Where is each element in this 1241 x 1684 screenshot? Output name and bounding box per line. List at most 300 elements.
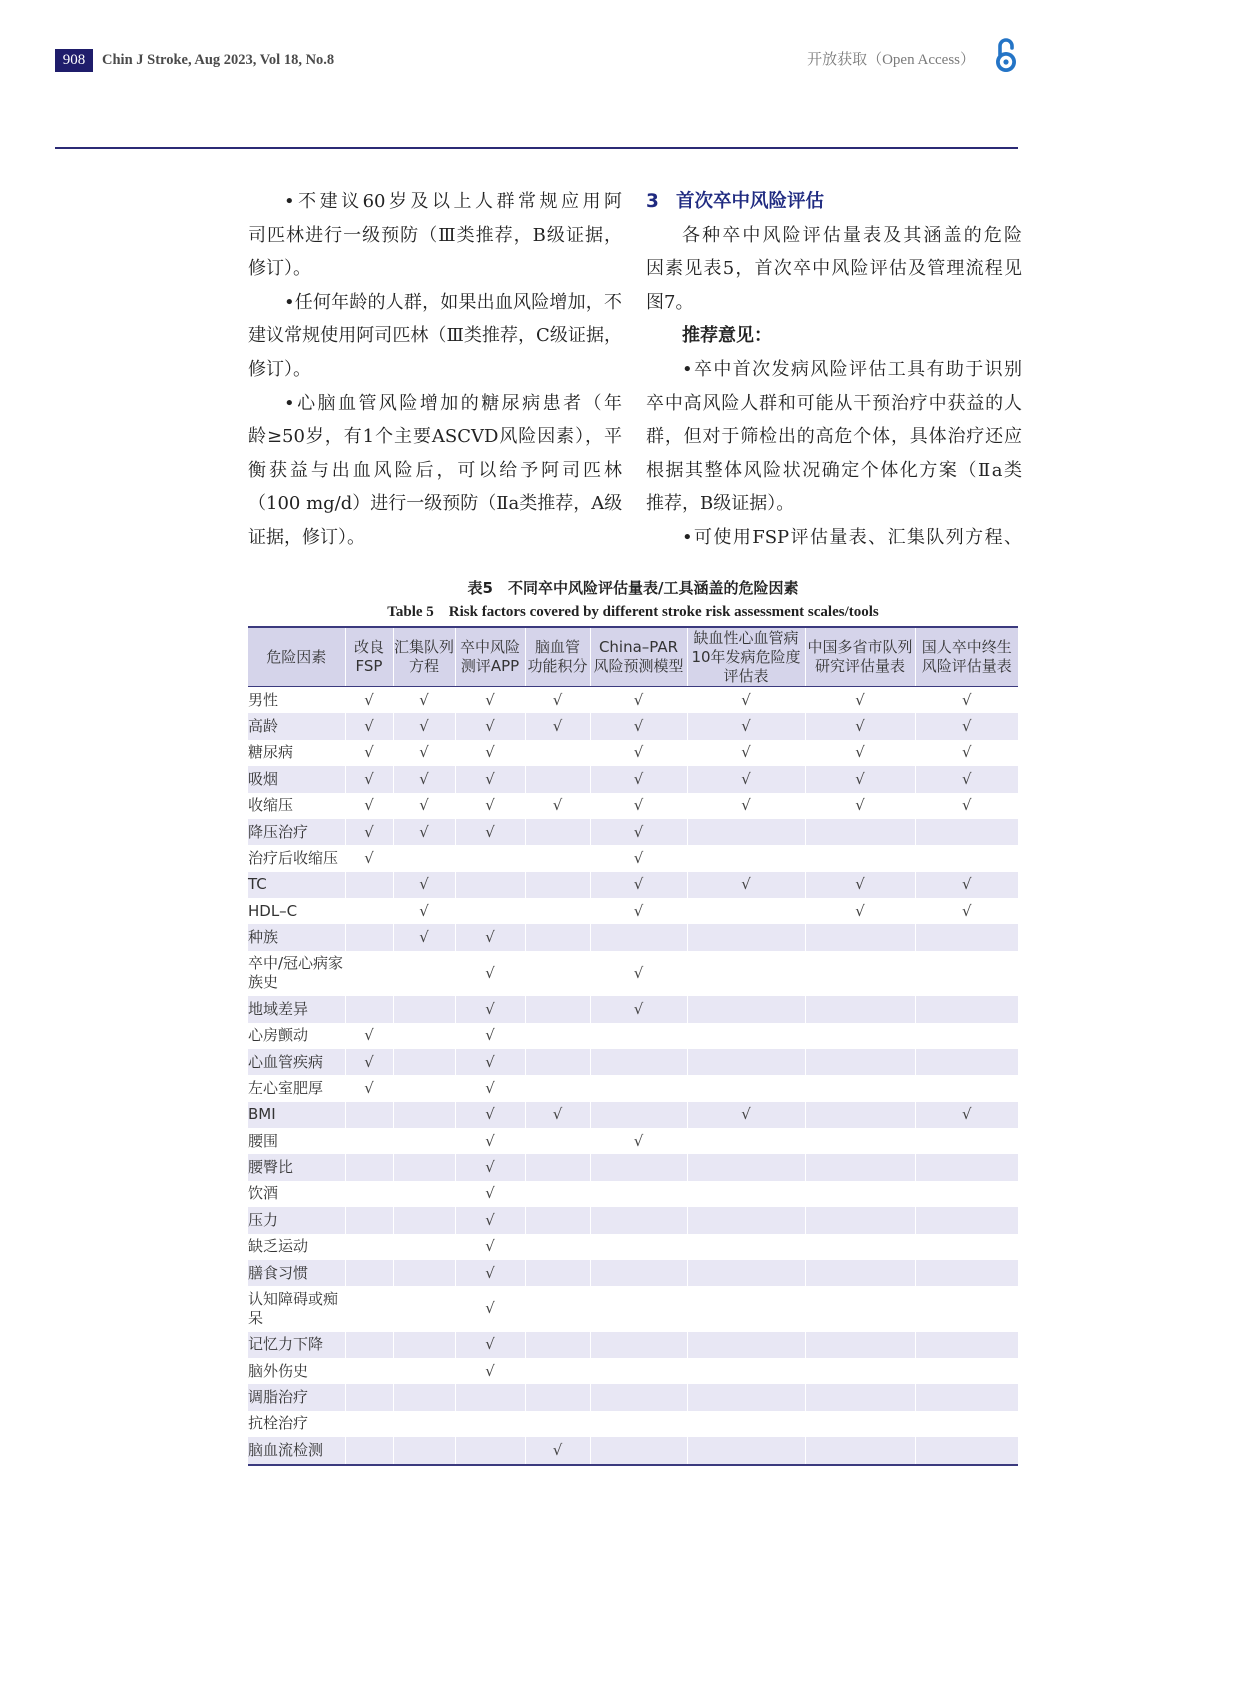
column-header-line: 功能积分 (527, 657, 588, 675)
check-mark-cell: √ (590, 793, 687, 819)
empty-cell (687, 1260, 805, 1286)
text-line: •可使用FSP评估量表、汇集队列方程、 (682, 526, 1022, 548)
empty-cell (345, 1128, 393, 1154)
check-mark-cell: √ (455, 1181, 525, 1207)
empty-cell (525, 766, 590, 792)
risk-factor-cell: 缺乏运动 (248, 1237, 309, 1256)
empty-cell (525, 1411, 590, 1437)
check-mark-cell: √ (915, 1102, 1018, 1128)
check-mark-cell: √ (687, 713, 805, 739)
column-header-tool-5 (590, 627, 687, 687)
empty-cell (525, 1128, 590, 1154)
empty-cell (393, 1260, 455, 1286)
check-mark-cell: √ (455, 1260, 525, 1286)
check-mark-cell: √ (455, 687, 525, 714)
text-line: •心脑血管风险增加的糖尿病患者（年 (284, 392, 622, 414)
table-row (248, 951, 1018, 996)
empty-cell (345, 996, 393, 1022)
empty-cell (525, 740, 590, 766)
check-mark-cell: √ (345, 1049, 393, 1075)
empty-cell (393, 1128, 455, 1154)
empty-cell (805, 1181, 915, 1207)
empty-cell (805, 1411, 915, 1437)
empty-cell (393, 1023, 455, 1049)
empty-cell (455, 1411, 525, 1437)
check-mark-cell: √ (590, 898, 687, 924)
empty-cell (455, 1437, 525, 1464)
empty-cell (687, 1358, 805, 1384)
table-row (248, 845, 1018, 871)
check-mark-cell: √ (345, 687, 393, 714)
check-mark-cell: √ (455, 1154, 525, 1180)
risk-factor-cell: 心房颤动 (248, 1026, 309, 1045)
empty-cell (525, 1049, 590, 1075)
check-mark-cell: √ (525, 687, 590, 714)
risk-factor-cell: TC (248, 872, 345, 898)
empty-cell (805, 1332, 915, 1358)
empty-cell (915, 845, 1018, 871)
table-row (248, 1384, 1018, 1410)
open-access-label: 开放获取（Open Access） (807, 52, 975, 68)
empty-cell (590, 1102, 687, 1128)
empty-cell (345, 1286, 393, 1331)
empty-cell (915, 951, 1018, 996)
header-rule (55, 147, 1018, 149)
column-header-tool-3 (455, 627, 525, 687)
empty-cell (455, 845, 525, 871)
empty-cell (915, 1207, 1018, 1233)
empty-cell (687, 1154, 805, 1180)
check-mark-cell: √ (805, 713, 915, 739)
text-line: （100 mg/d）进行一级预防（Ⅱa类推荐，A级 (248, 493, 623, 515)
empty-cell (345, 872, 393, 898)
empty-cell (393, 1437, 455, 1464)
risk-factor-cell: 地域差异 (248, 996, 345, 1022)
empty-cell (915, 1384, 1018, 1410)
empty-cell (805, 1207, 915, 1233)
empty-cell (393, 1384, 455, 1410)
empty-cell (805, 1023, 915, 1049)
table-row (248, 1260, 1018, 1286)
text-line: 卒中高风险人群和可能从干预治疗中获益的人 (646, 392, 1022, 414)
column-header-line: 方程 (408, 657, 439, 675)
column-header-line: 汇集队列 (393, 638, 454, 656)
column-header-tool-8 (915, 627, 1018, 687)
empty-cell (590, 1049, 687, 1075)
empty-cell (590, 1332, 687, 1358)
column-header-line: 风险评估量表 (921, 657, 1012, 675)
empty-cell (590, 924, 687, 950)
check-mark-cell: √ (590, 819, 687, 845)
column-header-line: 缺血性心血管病 (693, 628, 799, 647)
page-number: 908 (55, 49, 93, 72)
check-mark-cell: √ (687, 793, 805, 819)
empty-cell (590, 1075, 687, 1101)
empty-cell (590, 1260, 687, 1286)
empty-cell (805, 1128, 915, 1154)
empty-cell (455, 1384, 525, 1410)
check-mark-cell: √ (455, 766, 525, 792)
empty-cell (393, 1154, 455, 1180)
risk-factor-cell: 认知障碍或痴呆 (248, 1289, 339, 1327)
empty-cell (525, 1075, 590, 1101)
empty-cell (687, 1332, 805, 1358)
text-line: 修订）。 (248, 258, 311, 280)
check-mark-cell: √ (915, 740, 1018, 766)
check-mark-cell: √ (590, 740, 687, 766)
empty-cell (345, 1437, 393, 1464)
empty-cell (345, 951, 393, 996)
empty-cell (805, 924, 915, 950)
check-mark-cell: √ (915, 713, 1018, 739)
paragraph (646, 353, 1022, 521)
table-row (248, 1358, 1018, 1384)
empty-cell (687, 996, 805, 1022)
empty-cell (525, 924, 590, 950)
table-row (248, 793, 1018, 819)
check-mark-cell: √ (455, 1234, 525, 1260)
empty-cell (805, 1358, 915, 1384)
empty-cell (590, 1286, 687, 1331)
check-mark-cell: √ (455, 1049, 525, 1075)
empty-cell (345, 1181, 393, 1207)
column-header-line: China–PAR (598, 638, 679, 656)
check-mark-cell: √ (687, 766, 805, 792)
risk-factor-cell: 卒中/冠心病家族史 (248, 954, 344, 992)
column-header-tool-6 (687, 627, 805, 687)
check-mark-cell: √ (525, 793, 590, 819)
empty-cell (393, 996, 455, 1022)
text-line: 龄≥50岁，有1个主要ASCVD风险因素），平 (248, 426, 622, 448)
text-line: 推荐意见： (682, 325, 772, 347)
section-heading (646, 185, 1022, 219)
empty-cell (345, 1234, 393, 1260)
check-mark-cell: √ (455, 1286, 525, 1331)
empty-cell (915, 1154, 1018, 1180)
empty-cell (590, 1023, 687, 1049)
empty-cell (525, 1181, 590, 1207)
empty-cell (455, 898, 525, 924)
empty-cell (590, 1181, 687, 1207)
risk-factor-cell: 饮酒 (248, 1184, 279, 1203)
empty-cell (525, 872, 590, 898)
check-mark-cell: √ (455, 793, 525, 819)
empty-cell (915, 1411, 1018, 1437)
empty-cell (345, 1358, 393, 1384)
empty-cell (805, 1154, 915, 1180)
text-line: 根据其整体风险状况确定个体化方案（Ⅱa类 (646, 459, 1022, 481)
empty-cell (687, 1075, 805, 1101)
empty-cell (590, 1234, 687, 1260)
column-header-risk-factor (248, 627, 345, 687)
table-header (248, 627, 1018, 687)
column-header-tool-1 (345, 627, 393, 687)
column-header-tool-4 (525, 627, 590, 687)
recommendation-heading (646, 319, 1022, 353)
check-mark-cell: √ (805, 872, 915, 898)
empty-cell (915, 1437, 1018, 1464)
empty-cell (525, 1154, 590, 1180)
check-mark-cell: √ (345, 713, 393, 739)
empty-cell (393, 1332, 455, 1358)
empty-cell (393, 1049, 455, 1075)
column-header-line: 危险因素 (266, 647, 327, 666)
empty-cell (687, 1286, 805, 1331)
empty-cell (687, 1437, 805, 1464)
empty-cell (805, 845, 915, 871)
check-mark-cell: √ (345, 740, 393, 766)
empty-cell (915, 1234, 1018, 1260)
check-mark-cell: √ (590, 951, 687, 996)
check-mark-cell: √ (915, 687, 1018, 714)
text-line: 司匹林进行一级预防（Ⅲ类推荐，B级证据， (248, 224, 622, 246)
empty-cell (805, 951, 915, 996)
risk-factor-cell: 压力 (248, 1207, 345, 1233)
check-mark-cell: √ (915, 898, 1018, 924)
paragraph (646, 219, 1022, 320)
empty-cell (687, 924, 805, 950)
text-line: 群，但对于筛检出的高危个体，具体治疗还应 (646, 426, 1022, 448)
empty-cell (805, 1075, 915, 1101)
check-mark-cell: √ (805, 793, 915, 819)
empty-cell (525, 1260, 590, 1286)
table-row (248, 898, 1018, 924)
text-line: 图7。 (646, 291, 694, 313)
empty-cell (915, 1049, 1018, 1075)
check-mark-cell: √ (525, 713, 590, 739)
empty-cell (393, 1207, 455, 1233)
table-row (248, 996, 1018, 1022)
check-mark-cell: √ (687, 687, 805, 714)
check-mark-cell: √ (455, 951, 525, 996)
empty-cell (687, 898, 805, 924)
empty-cell (915, 996, 1018, 1022)
risk-factor-cell: 记忆力下降 (248, 1332, 345, 1358)
column-header-line: 国人卒中终生 (921, 638, 1012, 656)
check-mark-cell: √ (455, 996, 525, 1022)
column-header-line: 评估表 (723, 666, 769, 685)
left-text-column (248, 185, 622, 555)
check-mark-cell: √ (590, 872, 687, 898)
check-mark-cell: √ (455, 1075, 525, 1101)
check-mark-cell: √ (590, 1128, 687, 1154)
text-line: •卒中首次发病风险评估工具有助于识别 (682, 358, 1022, 380)
empty-cell (590, 1384, 687, 1410)
empty-cell (525, 1207, 590, 1233)
check-mark-cell: √ (455, 1358, 525, 1384)
empty-cell (525, 898, 590, 924)
check-mark-cell: √ (525, 1437, 590, 1464)
paragraph (646, 521, 1022, 555)
check-mark-cell: √ (393, 872, 455, 898)
empty-cell (590, 1411, 687, 1437)
table-row (248, 872, 1018, 898)
text-line: 因素见表5，首次卒中风险评估及管理流程见 (646, 258, 1022, 280)
check-mark-cell: √ (590, 713, 687, 739)
empty-cell (805, 1384, 915, 1410)
check-mark-cell: √ (687, 740, 805, 766)
check-mark-cell: √ (525, 1102, 590, 1128)
table-caption-chinese: 表5 不同卒中风险评估量表/工具涵盖的危险因素 (467, 579, 799, 597)
empty-cell (687, 951, 805, 996)
text-line: 推荐，B级证据）。 (646, 493, 795, 515)
empty-cell (687, 845, 805, 871)
table-row (248, 1181, 1018, 1207)
risk-factor-cell: 脑外伤史 (248, 1361, 309, 1380)
paragraph (248, 185, 622, 286)
table-row (248, 1128, 1018, 1154)
section-number: 3 (646, 191, 659, 212)
check-mark-cell: √ (805, 687, 915, 714)
check-mark-cell: √ (345, 819, 393, 845)
column-header-line: 测评APP (460, 657, 520, 675)
risk-factor-cell: 高龄 (248, 713, 345, 739)
empty-cell (345, 1260, 393, 1286)
empty-cell (687, 1411, 805, 1437)
empty-cell (915, 1128, 1018, 1154)
check-mark-cell: √ (455, 1102, 525, 1128)
check-mark-cell: √ (455, 924, 525, 950)
empty-cell (805, 1286, 915, 1331)
empty-cell (590, 1437, 687, 1464)
empty-cell (915, 1358, 1018, 1384)
empty-cell (805, 1437, 915, 1464)
table-row (248, 1332, 1018, 1358)
risk-factor-cell: 治疗后收缩压 (248, 848, 339, 867)
check-mark-cell: √ (393, 819, 455, 845)
check-mark-cell: √ (455, 819, 525, 845)
text-line: 衡获益与出血风险后，可以给予阿司匹林 (248, 459, 622, 481)
check-mark-cell: √ (345, 766, 393, 792)
empty-cell (393, 1234, 455, 1260)
check-mark-cell: √ (455, 1207, 525, 1233)
empty-cell (590, 1358, 687, 1384)
table-caption-english: Table 5 Risk factors covered by different stroke risk assessment scales/tools (387, 604, 879, 620)
risk-factor-cell: 男性 (248, 690, 279, 709)
check-mark-cell: √ (590, 996, 687, 1022)
empty-cell (393, 1286, 455, 1331)
empty-cell (345, 1154, 393, 1180)
check-mark-cell: √ (590, 766, 687, 792)
risk-factor-cell: 左心室肥厚 (248, 1078, 324, 1097)
right-text-column (646, 185, 1022, 555)
empty-cell (805, 1260, 915, 1286)
column-header-line: 中国多省市队列 (807, 638, 913, 656)
check-mark-cell: √ (393, 793, 455, 819)
empty-cell (525, 1358, 590, 1384)
check-mark-cell: √ (345, 845, 393, 871)
check-mark-cell: √ (455, 1332, 525, 1358)
risk-factor-table (248, 626, 1018, 1466)
check-mark-cell: √ (590, 845, 687, 871)
open-access-icon (993, 37, 1019, 73)
risk-factor-cell: 种族 (248, 924, 345, 950)
table-row (248, 1075, 1018, 1101)
text-line: •任何年龄的人群，如果出血风险增加，不 (284, 291, 622, 313)
empty-cell (915, 1332, 1018, 1358)
empty-cell (915, 819, 1018, 845)
journal-citation: Chin J Stroke, Aug 2023, Vol 18, No.8 (102, 52, 335, 68)
empty-cell (915, 1075, 1018, 1101)
empty-cell (687, 1384, 805, 1410)
empty-cell (345, 1384, 393, 1410)
table-row (248, 819, 1018, 845)
empty-cell (393, 845, 455, 871)
risk-factor-cell: 膳食习惯 (248, 1260, 345, 1286)
empty-cell (345, 1411, 393, 1437)
check-mark-cell: √ (915, 793, 1018, 819)
table-body (248, 687, 1018, 1465)
empty-cell (525, 1384, 590, 1410)
check-mark-cell: √ (915, 872, 1018, 898)
table-row (248, 1286, 1018, 1331)
empty-cell (393, 1102, 455, 1128)
table-row (248, 1102, 1018, 1128)
risk-factor-cell: 腰臀比 (248, 1154, 345, 1180)
table-row (248, 687, 1018, 714)
text-line: 证据，修订）。 (248, 526, 365, 548)
empty-cell (805, 1102, 915, 1128)
check-mark-cell: √ (805, 740, 915, 766)
table-row (248, 1023, 1018, 1049)
text-line: 建议常规使用阿司匹林（Ⅲ类推荐，C级证据， (248, 325, 622, 347)
check-mark-cell: √ (687, 872, 805, 898)
check-mark-cell: √ (455, 1023, 525, 1049)
empty-cell (805, 1234, 915, 1260)
empty-cell (687, 1181, 805, 1207)
empty-cell (805, 1049, 915, 1075)
empty-cell (345, 1207, 393, 1233)
empty-cell (525, 1234, 590, 1260)
table-row (248, 713, 1018, 739)
risk-factor-cell: 心血管疾病 (248, 1049, 345, 1075)
check-mark-cell: √ (345, 1023, 393, 1049)
column-header-line: 脑血管 (534, 638, 580, 656)
empty-cell (805, 819, 915, 845)
table-row (248, 740, 1018, 766)
empty-cell (345, 1102, 393, 1128)
table-row (248, 924, 1018, 950)
table-row (248, 1049, 1018, 1075)
column-header-line: 改良 (353, 638, 384, 656)
risk-factor-cell: BMI (248, 1102, 345, 1128)
empty-cell (345, 1332, 393, 1358)
check-mark-cell: √ (393, 713, 455, 739)
check-mark-cell: √ (345, 1075, 393, 1101)
empty-cell (393, 1181, 455, 1207)
text-line: •不建议60岁及以上人群常规应用阿 (284, 191, 622, 212)
column-header-line: 风险预测模型 (593, 657, 684, 675)
empty-cell (393, 1411, 455, 1437)
empty-cell (915, 1023, 1018, 1049)
empty-cell (525, 845, 590, 871)
column-header-line: 10年发病危险度 (691, 647, 801, 666)
empty-cell (525, 819, 590, 845)
paragraph (248, 286, 622, 387)
check-mark-cell: √ (455, 740, 525, 766)
empty-cell (687, 819, 805, 845)
risk-factor-cell: 抗栓治疗 (248, 1414, 309, 1433)
empty-cell (687, 1128, 805, 1154)
empty-cell (805, 996, 915, 1022)
check-mark-cell: √ (590, 687, 687, 714)
table-row (248, 1207, 1018, 1233)
empty-cell (345, 924, 393, 950)
text-line: 各种卒中风险评估量表及其涵盖的危险 (682, 224, 1022, 246)
table-header-row (248, 627, 1018, 687)
empty-cell (393, 1358, 455, 1384)
check-mark-cell: √ (455, 1128, 525, 1154)
